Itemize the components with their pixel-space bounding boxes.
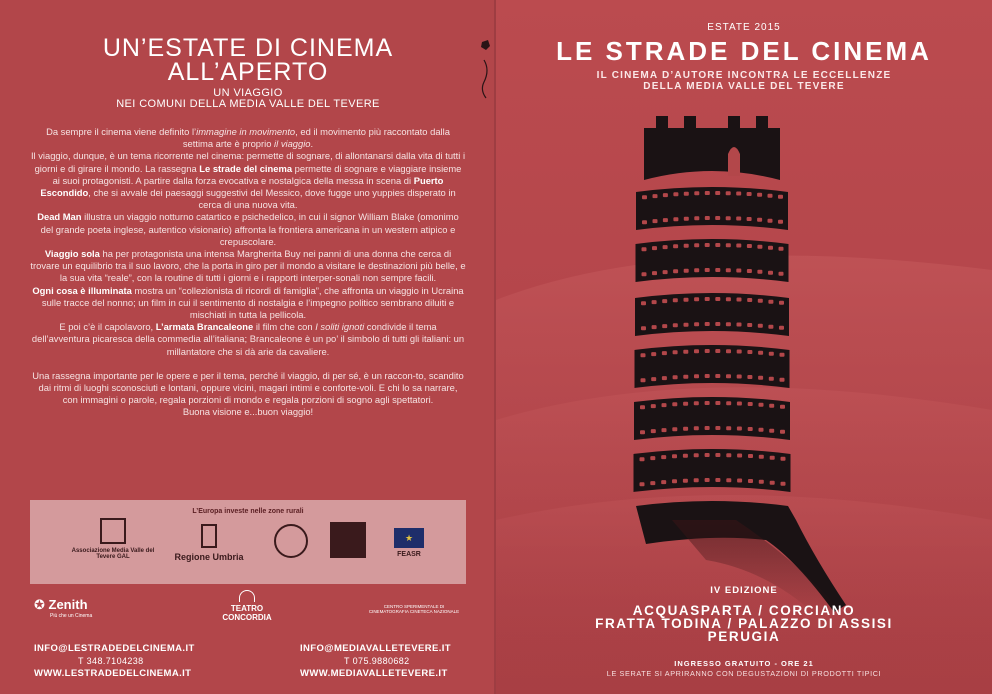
- sprocket-hole: [683, 427, 688, 431]
- sprocket-hole: [726, 374, 731, 378]
- sprocket-hole: [673, 269, 678, 273]
- sprocket-hole: [748, 454, 753, 458]
- sprocket-hole: [694, 426, 699, 430]
- sprocket-hole: [684, 269, 689, 273]
- sprocket-hole: [653, 219, 658, 223]
- sprocket-hole: [726, 268, 731, 272]
- sprocket-hole: [715, 349, 720, 353]
- left-subtitle: [0, 88, 496, 110]
- sprocket-hole: [683, 375, 688, 379]
- sprocket-hole: [780, 378, 785, 382]
- left-title-line2: ALL’APERTO: [167, 58, 329, 86]
- sprocket-hole: [662, 299, 667, 303]
- sprocket-hole: [662, 403, 667, 407]
- sprocket-hole: [726, 322, 731, 326]
- locations-list: [496, 604, 992, 643]
- sprocket-hole: [759, 403, 764, 407]
- sprocket-hole: [757, 270, 762, 274]
- website-link-right[interactable]: WWW.MEDIAVALLETEVERE.IT: [300, 668, 448, 679]
- sprocket-hole: [642, 220, 647, 224]
- sprocket-hole: [684, 298, 689, 302]
- locations-line2: FRATTA TODINA / PALAZZO DI ASSISI: [595, 616, 893, 631]
- teatro-logo-icon: [239, 590, 255, 602]
- sprocket-hole: [673, 323, 678, 327]
- paragraph-5: Ogni cosa è illuminata mostra un “collezionista di ricordi di famiglia”, che affronta un viaggio in Ucraina sulle tracce del nonno; un film in cui il sentimento di nostalgia e l’impegno politico sembrano diluiti e mischiati in tutta la pellicola.: [32, 284, 464, 321]
- gal-logo-icon: [100, 518, 126, 544]
- sprocket-hole: [705, 243, 710, 247]
- edition-label: IV EDIZIONE: [710, 585, 778, 596]
- sprocket-hole: [683, 402, 688, 406]
- sprocket-hole: [759, 455, 764, 459]
- sprocket-hole: [726, 426, 731, 430]
- sprocket-hole: [661, 455, 666, 459]
- sprocket-hole: [672, 402, 677, 406]
- paragraph-3: Dead Man illustra un viaggio notturno catartico e psichedelico, in cui il signor William Blake (omonimo del grande poeta inglese, autentico visionario) affronta la frontiera americana in un western atipico e crepuscolare.: [37, 211, 459, 247]
- zenith-label: Zenith: [48, 597, 88, 612]
- sprocket-hole: [726, 297, 731, 301]
- regione-umbria-logo: [166, 524, 252, 562]
- sprocket-hole: [683, 454, 688, 458]
- sprocket-hole: [747, 350, 752, 354]
- sprocket-hole: [715, 243, 720, 247]
- sprocket-hole: [726, 216, 731, 220]
- main-title: LE STRADE DEL CINEMA: [556, 36, 932, 66]
- sprocket-hole: [737, 323, 742, 327]
- sprocket-hole: [684, 244, 689, 248]
- main-subtitle-line1: IL CINEMA D’AUTORE INCONTRA LE ECCELLENZE: [596, 70, 892, 81]
- sprocket-hole: [737, 479, 742, 483]
- zenith-logo-icon: ✪: [34, 597, 49, 612]
- tower-crown: [644, 116, 780, 180]
- sprocket-hole: [662, 351, 667, 355]
- sprocket-hole: [673, 350, 678, 354]
- paragraph-4: Viaggio sola ha per protagonista una intensa Margherita Buy nei panni di una donna che cerca di trovare un equilibrio tra il suo lavoro, che la porta in giro per il mondo a visitare le destinazioni più belle, e la sua vita “reale”, con la routine di tutti i giorni e i rapporti interper-sonali non sempre facili.: [30, 248, 466, 284]
- sprocket-hole: [768, 300, 773, 304]
- sprocket-hole: [694, 191, 699, 195]
- sprocket-hole: [694, 297, 699, 301]
- sprocket-hole: [662, 428, 667, 432]
- sprocket-hole: [759, 480, 764, 484]
- sprocket-hole: [726, 401, 731, 405]
- sprocket-hole: [726, 453, 731, 457]
- sprocket-hole: [715, 401, 720, 405]
- left-title-line1: UN’ESTATE DI CINEMA: [102, 34, 394, 62]
- sprocket-hole: [694, 453, 699, 457]
- sprocket-hole: [652, 246, 657, 250]
- main-subtitle-line2: DELLA MEDIA VALLE DEL TEVERE: [643, 81, 845, 92]
- umbria-label: Regione Umbria: [174, 552, 244, 562]
- sprocket-hole: [737, 454, 742, 458]
- sprocket-hole: [779, 272, 784, 276]
- sprocket-hole: [651, 377, 656, 381]
- sprocket-hole: [705, 322, 710, 326]
- sprocket-hole: [683, 350, 688, 354]
- sprocket-hole: [758, 324, 763, 328]
- sprocket-hole: [642, 195, 647, 199]
- sprocket-hole: [651, 352, 656, 356]
- sprocket-hole: [715, 374, 720, 378]
- cineteca-logo: CENTRO SPERIMENTALE DI CINEMATOGRAFIA CINETECA NAZIONALE: [368, 604, 460, 614]
- sprocket-hole: [748, 427, 753, 431]
- sprocket-hole: [694, 374, 699, 378]
- film-strip-band: [636, 239, 789, 282]
- sprocket-hole: [726, 349, 731, 353]
- sprocket-hole: [778, 195, 783, 199]
- sprocket-hole: [694, 401, 699, 405]
- left-title: [0, 36, 496, 84]
- zenith-logo: [34, 597, 92, 619]
- sprocket-hole: [662, 324, 667, 328]
- sprocket-hole: [759, 428, 764, 432]
- sprocket-hole: [769, 377, 774, 381]
- sprocket-hole: [736, 269, 741, 273]
- sprocket-hole: [652, 300, 657, 304]
- sprocket-hole: [672, 427, 677, 431]
- sprocket-hole: [705, 478, 710, 482]
- sprocket-hole: [705, 268, 710, 272]
- sprocket-hole: [641, 378, 646, 382]
- sprocket-hole: [652, 325, 657, 329]
- sprocket-hole: [778, 220, 783, 224]
- sprocket-hole: [642, 247, 647, 251]
- umbria-logo-icon: [201, 524, 217, 548]
- sprocket-hole: [641, 326, 646, 330]
- sprocket-hole: [747, 192, 752, 196]
- paragraph-7: Una rassegna importante per le opere e per il tema, perché il viaggio, di per sé, è un raccon-to, scandito dai ritmi di luoghi sconosciuti e lontani, oppure vicini, magari intimi e conforte-voli. E chi lo sa narrare, con immagini o parole, regala porzioni di mondo e regala porzioni di sogno agli spettatori.: [32, 369, 464, 406]
- sprocket-hole: [726, 243, 731, 247]
- sprocket-hole: [779, 326, 784, 330]
- sprocket-hole: [694, 349, 699, 353]
- sprocket-hole: [747, 244, 752, 248]
- website-link-left[interactable]: WWW.LESTRADEDELCINEMA.IT: [34, 668, 192, 679]
- sprocket-hole: [768, 246, 773, 250]
- sprocket-hole: [651, 429, 656, 433]
- sprocket-hole: [726, 478, 731, 482]
- sprocket-hole: [705, 191, 710, 195]
- sprocket-hole: [673, 217, 678, 221]
- right-page: [496, 0, 992, 694]
- sprocket-hole: [673, 244, 678, 248]
- sprocket-hole: [705, 401, 710, 405]
- gal-logo: [68, 518, 158, 560]
- sprocket-hole: [684, 323, 689, 327]
- sprocket-hole: [642, 272, 647, 276]
- sprocket-hole: [705, 374, 710, 378]
- sprocket-hole: [780, 353, 785, 357]
- sprocket-hole: [694, 216, 699, 220]
- sprocket-hole: [705, 297, 710, 301]
- sprocket-hole: [705, 349, 710, 353]
- sprocket-hole: [715, 453, 720, 457]
- film-strip-band: [634, 397, 790, 440]
- contact-right: [300, 642, 451, 681]
- leader-logo-icon: [330, 522, 366, 558]
- sprocket-hole: [715, 322, 720, 326]
- main-subtitle: [496, 70, 992, 92]
- paragraph-6: E poi c’è il capolavoro, L’armata Brancaleone il film che con I soliti ignoti condivide il tema dell’avventura picaresca della commedia all’italiana; Brancaleone è un po’ il simbolo di tutti gli italiani: un millantatore che si dà arie da cavaliere.: [31, 321, 465, 357]
- designer-logo-icon: [472, 36, 496, 106]
- sprocket-hole: [768, 194, 773, 198]
- sprocket-hole: [650, 481, 655, 485]
- sprocket-hole: [779, 301, 784, 305]
- sprocket-hole: [737, 298, 742, 302]
- sprocket-hole: [736, 244, 741, 248]
- free-entry-label: INGRESSO GRATUITO - ORE 21: [674, 659, 814, 668]
- sprocket-hole: [736, 192, 741, 196]
- sprocket-hole: [757, 218, 762, 222]
- sprocket-hole: [705, 426, 710, 430]
- sprocket-hole: [652, 271, 657, 275]
- sprocket-hole: [747, 298, 752, 302]
- sprocket-hole: [779, 247, 784, 251]
- sprocket-hole: [673, 375, 678, 379]
- sprocket-hole: [672, 454, 677, 458]
- repubblica-emblem-icon: [274, 524, 308, 558]
- sprocket-hole: [768, 271, 773, 275]
- teatro-line2: CONCORDIA: [222, 613, 272, 622]
- teatro-concordia-logo: [208, 590, 286, 622]
- contact-left: [34, 642, 195, 681]
- feasr-label: FEASR: [397, 551, 421, 558]
- teatro-line1: TEATRO: [230, 604, 264, 613]
- sprocket-hole: [770, 481, 775, 485]
- sprocket-hole: [651, 404, 656, 408]
- sprocket-hole: [705, 453, 710, 457]
- sprocket-hole: [758, 299, 763, 303]
- sprocket-hole: [673, 192, 678, 196]
- sprocket-hole: [747, 269, 752, 273]
- year-label: ESTATE 2015: [707, 22, 781, 33]
- sprocket-hole: [747, 375, 752, 379]
- sprocket-hole: [715, 426, 720, 430]
- sprocket-hole: [769, 429, 774, 433]
- sprocket-hole: [640, 405, 645, 409]
- sprocket-hole: [781, 482, 786, 486]
- sprocket-hole: [640, 457, 645, 461]
- sprocket-hole: [737, 427, 742, 431]
- sprocket-hole: [662, 376, 667, 380]
- sprocket-hole: [684, 217, 689, 221]
- film-strip-band: [635, 293, 789, 336]
- sprocket-hole: [781, 457, 786, 461]
- paragraph-1: Da sempre il cinema viene definito l’immagine in movimento, ed il movimento più raccontato dalla settima arte è proprio il viaggio.: [46, 126, 450, 150]
- sprocket-hole: [672, 479, 677, 483]
- sprocket-hole: [683, 479, 688, 483]
- locations-line1: ACQUASPARTA / CORCIANO: [632, 603, 856, 618]
- sprocket-hole: [684, 192, 689, 196]
- sprocket-hole: [758, 376, 763, 380]
- left-subtitle-line2: NEI COMUNI DELLA MEDIA VALLE DEL TEVERE: [116, 98, 380, 110]
- email-link-right[interactable]: INFO@MEDIAVALLETEVERE.IT: [300, 643, 451, 654]
- sprocket-hole: [661, 480, 666, 484]
- sprocket-hole: [770, 456, 775, 460]
- sprocket-hole: [748, 402, 753, 406]
- phone-right: T 075.9880682: [344, 656, 410, 666]
- sprocket-hole: [715, 191, 720, 195]
- sprocket-hole: [736, 217, 741, 221]
- sprocket-hole: [715, 478, 720, 482]
- sprocket-hole: [694, 478, 699, 482]
- film-strip-band: [636, 187, 788, 230]
- sprocket-hole: [757, 245, 762, 249]
- sprocket-hole: [650, 456, 655, 460]
- sprocket-hole: [757, 193, 762, 197]
- film-strip-band: [635, 345, 790, 388]
- sponsor-logos-box: [30, 500, 466, 584]
- sprocket-hole: [663, 193, 668, 197]
- intro-text: [30, 126, 466, 419]
- sprocket-hole: [694, 268, 699, 272]
- sprocket-hole: [663, 245, 668, 249]
- sprocket-hole: [663, 218, 668, 222]
- sprocket-hole: [769, 404, 774, 408]
- evenings-note: LE SERATE SI APRIRANNO CON DEGUSTAZIONI DI PRODOTTI TIPICI: [606, 669, 882, 678]
- zenith-tagline: Più che un Cinema: [50, 613, 93, 619]
- sprocket-hole: [737, 402, 742, 406]
- sprocket-hole: [748, 479, 753, 483]
- gal-label: Associazione Media Valle del Tevere GAL: [71, 548, 155, 560]
- sprocket-hole: [694, 243, 699, 247]
- europa-caption: L’Europa investe nelle zone rurali: [192, 508, 304, 515]
- sprocket-hole: [769, 352, 774, 356]
- sprocket-hole: [694, 322, 699, 326]
- email-link-left[interactable]: INFO@LESTRADEDELCINEMA.IT: [34, 643, 195, 654]
- sprocket-hole: [640, 430, 645, 434]
- sprocket-hole: [737, 350, 742, 354]
- sprocket-hole: [641, 353, 646, 357]
- sprocket-hole: [641, 301, 646, 305]
- sprocket-hole: [758, 351, 763, 355]
- closing-line: Buona visione e...buon viaggio!: [182, 406, 314, 418]
- sprocket-hole: [780, 430, 785, 434]
- sprocket-hole: [653, 194, 658, 198]
- sprocket-hole: [747, 217, 752, 221]
- sprocket-hole: [663, 270, 668, 274]
- feasr-logo: [392, 528, 426, 558]
- sprocket-hole: [737, 375, 742, 379]
- sprocket-hole: [780, 405, 785, 409]
- sprocket-hole: [673, 298, 678, 302]
- phone-left: T 348.7104238: [78, 656, 144, 666]
- sprocket-hole: [768, 219, 773, 223]
- sprocket-hole: [705, 216, 710, 220]
- sprocket-hole: [768, 325, 773, 329]
- left-subtitle-line1: UN VIAGGIO: [213, 87, 283, 99]
- eu-flag-icon: ★: [394, 528, 424, 548]
- sprocket-hole: [715, 216, 720, 220]
- sprocket-hole: [715, 297, 720, 301]
- paragraph-2: Il viaggio, dunque, è un tema ricorrente nel cinema: permette di sognare, di allontanarsi dalla vita di tutti i giorni e di girare il mondo. La rassegna Le strade del cinema permette di sognare e viaggiare insieme ai suoi protagonisti. A partire dalla forza evocativa e nostalgica della messa in scena di Puerto Escondido, che si avvale dei paesaggi suggestivi del Messico, dove fugge uno yuppies disperato in cerca di una nuova vita.: [30, 150, 466, 211]
- sprocket-hole: [726, 191, 731, 195]
- locations-line3: PERUGIA: [707, 629, 781, 644]
- film-strip-band: [634, 449, 791, 492]
- sprocket-hole: [715, 268, 720, 272]
- sprocket-hole: [640, 482, 645, 486]
- sprocket-hole: [747, 323, 752, 327]
